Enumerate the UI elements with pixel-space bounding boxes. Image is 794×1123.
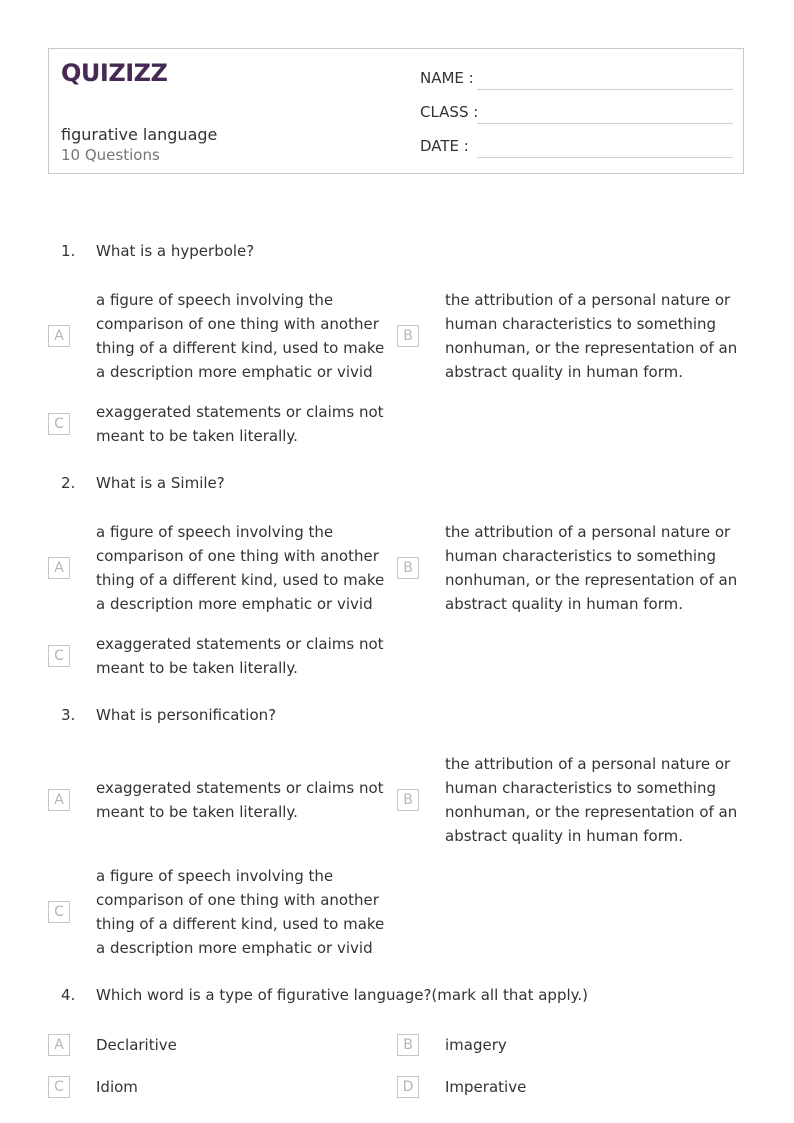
question-text: What is a hyperbole? xyxy=(96,242,255,260)
option-letter-a: A xyxy=(48,557,70,579)
date-line xyxy=(477,157,733,158)
option-letter-b: B xyxy=(397,325,419,347)
option-letter-b: B xyxy=(397,789,419,811)
option-a-text: Declaritive xyxy=(96,1036,177,1054)
option-letter-c: C xyxy=(48,1076,70,1098)
option-a-text: exaggerated statements or claims not meant to be taken literally. xyxy=(96,779,384,821)
option-b-text: the attribution of a personal nature or human characteristics to something nonhuman, or the representation of an abstract quality in human form. xyxy=(445,523,738,613)
option-c-text: exaggerated statements or claims not meant to be taken literally. xyxy=(96,403,384,445)
option-letter-c: C xyxy=(48,901,70,923)
option-letter-c: C xyxy=(48,645,70,667)
option-letter-a: A xyxy=(48,325,70,347)
option-c-text: Idiom xyxy=(96,1078,138,1096)
option-letter-c: C xyxy=(48,413,70,435)
option-a-text: a figure of speech involving the comparison of one thing with another thing of a different kind, used to make a description more emphatic or vivid xyxy=(96,291,385,381)
name-line xyxy=(477,89,733,90)
question-text: What is personification? xyxy=(96,706,277,724)
option-d-text: Imperative xyxy=(445,1078,527,1096)
question-text: What is a Simile? xyxy=(96,474,225,492)
question-text: Which word is a type of figurative language?(mark all that apply.) xyxy=(96,986,588,1004)
class-line xyxy=(477,123,733,124)
option-letter-a: A xyxy=(48,1034,70,1056)
option-letter-b: B xyxy=(397,557,419,579)
question-number: 3. xyxy=(61,706,76,724)
option-b-text: imagery xyxy=(445,1036,507,1054)
question-number: 4. xyxy=(61,986,76,1004)
option-c-text: exaggerated statements or claims not meant to be taken literally. xyxy=(96,635,384,677)
name-label: NAME : xyxy=(420,69,474,87)
option-c-text: a figure of speech involving the comparison of one thing with another thing of a different kind, used to make a description more emphatic or vivid xyxy=(96,867,385,957)
class-label: CLASS : xyxy=(420,103,479,121)
option-a-text: a figure of speech involving the comparison of one thing with another thing of a different kind, used to make a description more emphatic or vivid xyxy=(96,523,385,613)
worksheet-header xyxy=(48,48,744,174)
date-label: DATE : xyxy=(420,137,469,155)
question-number: 2. xyxy=(61,474,76,492)
worksheet-title: figurative language xyxy=(61,125,218,144)
option-b-text: the attribution of a personal nature or human characteristics to something nonhuman, or the representation of an abstract quality in human form. xyxy=(445,755,738,845)
quizizz-logo: QUIZIZZ xyxy=(61,59,168,87)
option-letter-d: D xyxy=(397,1076,419,1098)
option-letter-a: A xyxy=(48,789,70,811)
question-count: 10 Questions xyxy=(61,146,160,164)
option-b-text: the attribution of a personal nature or human characteristics to something nonhuman, or the representation of an abstract quality in human form. xyxy=(445,291,738,381)
option-letter-b: B xyxy=(397,1034,419,1056)
question-number: 1. xyxy=(61,242,76,260)
